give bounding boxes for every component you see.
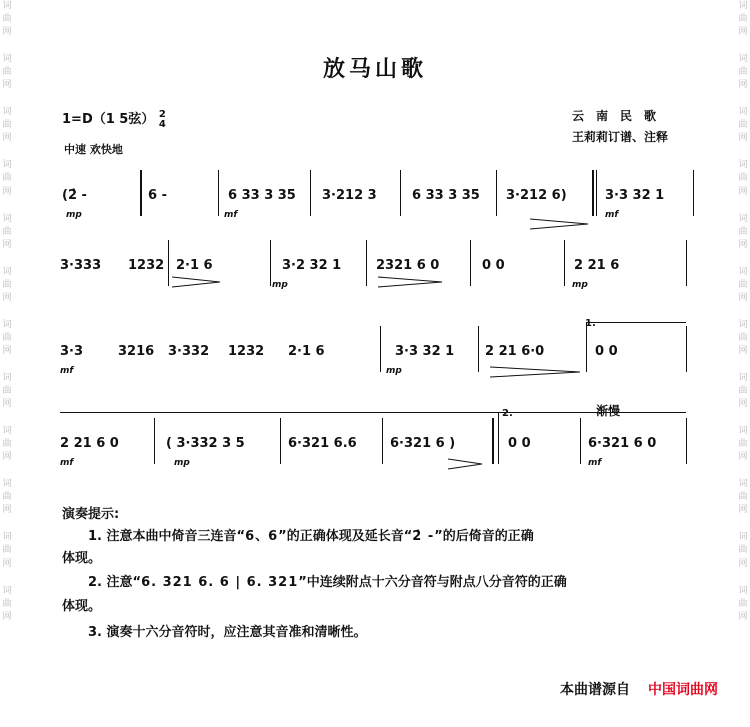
score-row-1	[60, 170, 695, 230]
hint-2-example: 6. 321 6. 6 | 6. 321	[141, 575, 299, 590]
ending-1-label: 1.	[585, 318, 596, 329]
watermark-char: 曲	[2, 279, 12, 290]
watermark-char: 曲	[2, 545, 12, 556]
watermark-group	[738, 372, 747, 411]
watermark-group	[2, 159, 11, 198]
notation-segment: 3216	[118, 344, 155, 359]
watermark-char: 网	[738, 186, 748, 197]
watermark-char: 曲	[738, 14, 748, 25]
notation-segment: 3·333	[60, 258, 102, 273]
watermark-char: 网	[2, 239, 12, 250]
notation-segment: 2·1 6	[176, 258, 213, 273]
hint-2	[88, 570, 692, 596]
notation-segment: 6 33 3 35	[228, 188, 296, 203]
watermark-char: 曲	[738, 332, 748, 343]
watermark-char: 网	[2, 399, 12, 410]
hint-2-continued: 体现。	[62, 599, 102, 614]
watermark-char: 词	[2, 107, 12, 118]
watermark-char: 网	[738, 505, 748, 516]
ritardando-marking: 渐慢	[596, 404, 621, 418]
watermark-char: 曲	[2, 14, 12, 25]
notation-segment: 3·3 32 1	[395, 344, 455, 359]
watermark-group	[738, 159, 747, 198]
left-watermark-strip	[0, 0, 14, 727]
decrescendo-mark	[448, 458, 484, 470]
notation-segment: 0 0	[508, 436, 531, 451]
dynamic-marking: mp	[572, 280, 588, 290]
watermark-char: 词	[2, 479, 12, 490]
watermark-group	[2, 0, 11, 39]
credits	[572, 106, 668, 148]
watermark-char: 曲	[2, 386, 12, 397]
notation-segment: 2321 6 0	[376, 258, 440, 273]
watermark-char: 词	[738, 532, 748, 543]
watermark-char: 曲	[2, 67, 12, 78]
watermark-char: 词	[738, 1, 748, 11]
notation-segment: 6 33 3 35	[412, 188, 480, 203]
hint-1-mid: ”的正确体现及延长音“	[278, 529, 413, 544]
watermark-char: 网	[2, 133, 12, 144]
watermark-group	[2, 266, 11, 305]
hint-2-prefix: 2. 注意“	[88, 575, 142, 590]
score-row-3	[60, 326, 695, 386]
watermark-char: 曲	[738, 545, 748, 556]
watermark-char: 网	[2, 292, 12, 303]
watermark-char: 网	[738, 80, 748, 91]
song-title: 放马山歌	[322, 56, 427, 82]
watermark-char: 词	[2, 54, 12, 65]
right-watermark-strip	[736, 0, 750, 727]
decrescendo-mark	[378, 276, 444, 288]
watermark-char: 网	[2, 345, 12, 356]
watermark-char: 网	[738, 558, 748, 569]
hint-2-suffix: ”中连续附点十六分音符与附点八分音符的正确	[298, 575, 567, 590]
watermark-char: 曲	[738, 386, 748, 397]
watermark-char: 词	[738, 107, 748, 118]
watermark-char: 网	[2, 611, 12, 622]
credit-editor: 王莉莉订谱、注释	[571, 130, 668, 144]
watermark-char: 网	[738, 345, 748, 356]
dynamic-marking: mf	[60, 458, 74, 468]
ending-2-label: 2.	[502, 408, 513, 419]
dynamic-marking: mp	[174, 458, 190, 468]
watermark-char: 曲	[2, 492, 12, 503]
notation-segment: 0 0	[595, 344, 618, 359]
notation-segment: 2 21 6	[574, 258, 620, 273]
watermark-char: 词	[2, 585, 12, 596]
watermark-char: 词	[2, 372, 12, 383]
footer-source	[560, 679, 718, 699]
hints-title: 演奏提示:	[62, 507, 120, 522]
notation-segment: 1232	[228, 344, 265, 359]
watermark-char: 曲	[2, 120, 12, 131]
notation-segment: ( 3·332 3 5	[166, 436, 245, 451]
watermark-char: 词	[2, 1, 12, 11]
dynamic-marking: mf	[224, 210, 238, 220]
watermark-char: 词	[738, 319, 748, 330]
watermark-char: 网	[2, 452, 12, 463]
watermark-char: 网	[2, 186, 12, 197]
watermark-char: 曲	[2, 226, 12, 237]
watermark-char: 曲	[738, 120, 748, 131]
watermark-char: 网	[738, 27, 748, 38]
watermark-char: 词	[738, 213, 748, 224]
notation-segment: 3·212 3	[322, 188, 377, 203]
watermark-char: 词	[738, 160, 748, 171]
watermark-char: 网	[2, 558, 12, 569]
notation-segment: 2 21 6 0	[60, 436, 119, 451]
watermark-char: 词	[2, 426, 12, 437]
watermark-group	[2, 531, 11, 570]
notation-segment: (2̇ -	[62, 188, 87, 203]
watermark-char: 网	[2, 27, 12, 38]
watermark-group	[2, 478, 11, 517]
hint-3: 3. 演奏十六分音符时，应注意其音准和清晰性。	[88, 625, 367, 640]
notation-segment: 3·3	[60, 344, 84, 359]
watermark-char: 网	[738, 611, 748, 622]
footer-source-text: 本曲谱源自	[560, 682, 630, 698]
watermark-char: 词	[2, 213, 12, 224]
hint-1-example-2: 6	[268, 529, 279, 544]
watermark-char: 词	[738, 426, 748, 437]
dynamic-marking: mf	[588, 458, 602, 468]
watermark-group	[738, 585, 747, 624]
tempo-marking: 中速 欢快地	[64, 143, 123, 156]
hint-1-example-3: 2̇ -	[412, 529, 435, 544]
watermark-char: 词	[738, 54, 748, 65]
watermark-group	[2, 106, 11, 145]
watermark-char: 曲	[2, 173, 12, 184]
watermark-group	[2, 213, 11, 252]
watermark-char: 词	[2, 160, 12, 171]
watermark-char: 曲	[2, 332, 12, 343]
hint-1-suffix: ”的后倚音的正确	[434, 529, 534, 544]
hint-1-continued: 体现。	[62, 551, 102, 566]
watermark-char: 词	[738, 479, 748, 490]
notation-segment: 3·332	[168, 344, 210, 359]
watermark-char: 曲	[738, 173, 748, 184]
watermark-char: 曲	[738, 67, 748, 78]
watermark-char: 词	[738, 585, 748, 596]
hint-1-prefix: 1. 注意本曲中倚音三连音“	[88, 529, 246, 544]
hint-1-example-1: 6	[245, 529, 256, 544]
watermark-char: 曲	[738, 492, 748, 503]
notation-segment: 3·2 32 1	[282, 258, 342, 273]
dynamic-marking: mp	[272, 280, 288, 290]
watermark-char: 网	[2, 505, 12, 516]
watermark-char: 词	[2, 266, 12, 277]
dynamic-marking: mf	[605, 210, 619, 220]
notation-segment: 2·1 6	[288, 344, 325, 359]
watermark-char: 网	[2, 80, 12, 91]
dynamic-marking: mp	[66, 210, 82, 220]
watermark-char: 词	[2, 319, 12, 330]
watermark-char: 网	[738, 239, 748, 250]
watermark-group	[2, 372, 11, 411]
hint-1-separator: 、	[255, 529, 269, 544]
notation-segment: 6·321 6 0	[588, 436, 657, 451]
decrescendo-mark	[530, 218, 590, 230]
notation-segment: 2 21 6·0	[485, 344, 545, 359]
key-text: 1=D（1 5弦）	[62, 112, 155, 127]
watermark-group	[738, 425, 747, 464]
watermark-group	[2, 319, 11, 358]
watermark-group	[2, 425, 11, 464]
watermark-char: 曲	[738, 439, 748, 450]
time-sig-top: 2	[158, 108, 166, 120]
time-sig-bottom: 4	[158, 118, 166, 130]
watermark-char: 网	[738, 399, 748, 410]
score-row-2	[60, 240, 695, 300]
watermark-group	[738, 478, 747, 517]
watermark-char: 曲	[738, 598, 748, 609]
watermark-group	[738, 213, 747, 252]
credit-origin: 云南民歌	[571, 109, 668, 123]
watermark-char: 曲	[2, 598, 12, 609]
watermark-group	[738, 0, 747, 39]
time-signature	[159, 110, 166, 130]
notation-segment: 3·3 32 1	[605, 188, 665, 203]
watermark-char: 网	[738, 292, 748, 303]
notation-segment: 3·212 6)	[506, 188, 567, 203]
watermark-group	[2, 585, 11, 624]
notation-segment: 6·321 6.6	[288, 436, 357, 451]
notation-segment: 0 0	[482, 258, 505, 273]
watermark-char: 网	[738, 133, 748, 144]
watermark-char: 词	[2, 532, 12, 543]
decrescendo-mark	[490, 366, 582, 378]
footer-brand-link[interactable]: 中国词曲网	[648, 682, 718, 698]
watermark-group	[738, 531, 747, 570]
key-signature	[62, 108, 166, 130]
watermark-char: 曲	[738, 226, 748, 237]
watermark-char: 词	[738, 372, 748, 383]
notation-segment: 1232	[128, 258, 165, 273]
score-row-4	[60, 418, 695, 478]
watermark-group	[738, 319, 747, 358]
watermark-char: 曲	[738, 279, 748, 290]
watermark-char: 网	[738, 452, 748, 463]
watermark-char: 词	[738, 266, 748, 277]
watermark-char: 曲	[2, 439, 12, 450]
dynamic-marking: mp	[386, 366, 402, 376]
watermark-group	[738, 266, 747, 305]
dynamic-marking: mf	[60, 366, 74, 376]
notation-segment: 6 -	[148, 188, 167, 203]
decrescendo-mark	[172, 276, 222, 288]
watermark-group	[738, 106, 747, 145]
notation-segment: 6·321 6 )	[390, 436, 456, 451]
